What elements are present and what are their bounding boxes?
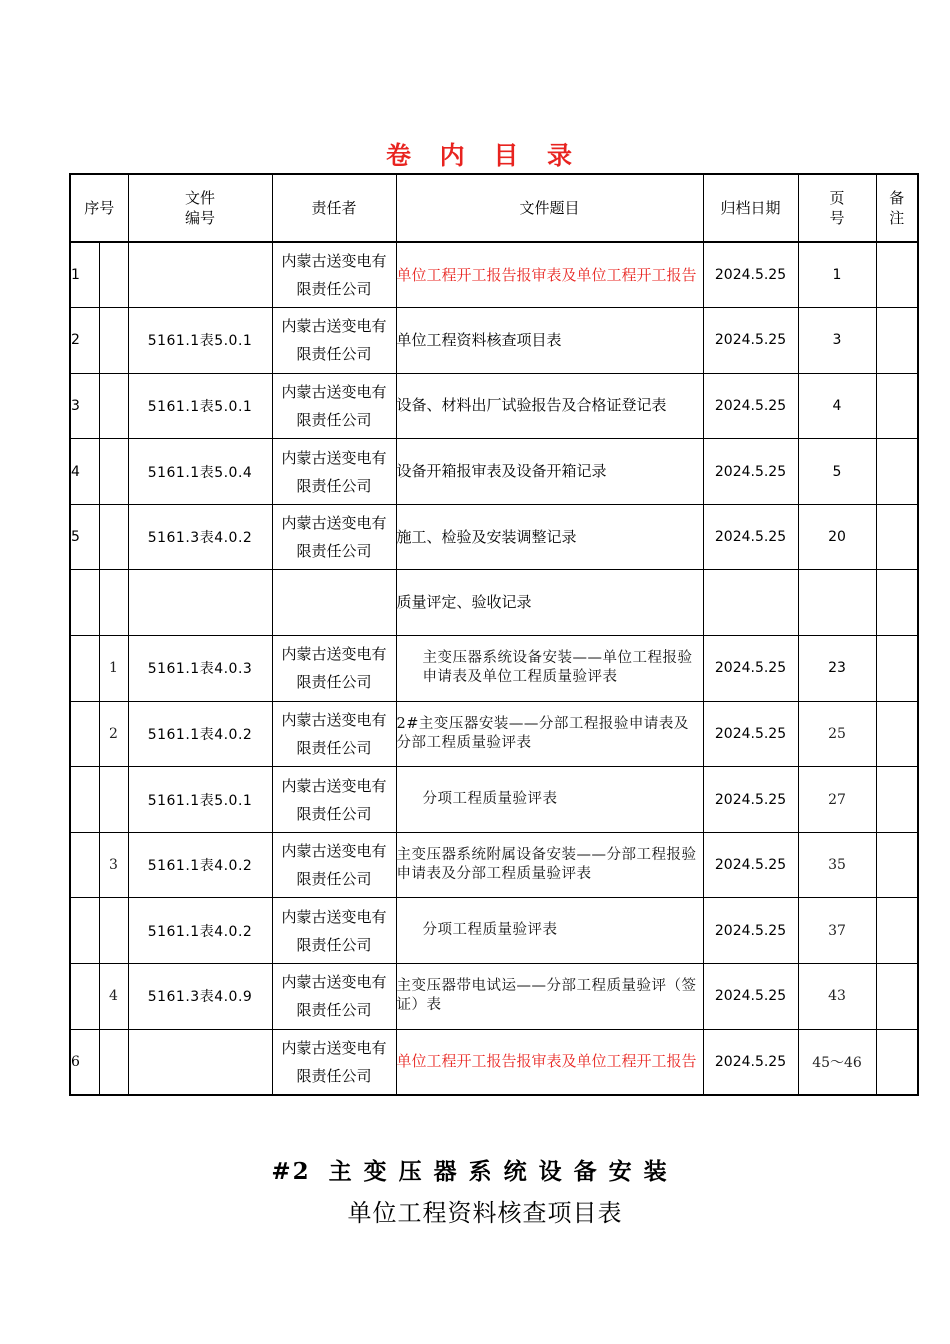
row-remark <box>876 964 918 1030</box>
table-row <box>70 701 918 767</box>
row-title: 主变压器系统设备安装——单位工程报验申请表及单位工程质量验评表 <box>396 636 703 702</box>
row-page: 1 <box>798 242 876 308</box>
row-remark <box>876 373 918 439</box>
row-seq: 3 <box>70 373 99 439</box>
row-subseq: 3 <box>99 832 128 898</box>
row-date: 2024.5.25 <box>703 964 798 1030</box>
row-seq <box>70 701 99 767</box>
row-title: 设备开箱报审表及设备开箱记录 <box>396 439 703 505</box>
row-docno: 5161.3表4.0.2 <box>128 504 272 570</box>
footer-subheading: 单位工程资料核查项目表 <box>347 1199 623 1227</box>
row-page: 37 <box>798 898 876 964</box>
row-page: 3 <box>798 308 876 374</box>
row-title: 分项工程质量验评表 <box>396 898 703 964</box>
row-docno: 5161.1表4.0.2 <box>128 701 272 767</box>
table-row <box>70 504 918 570</box>
row-date <box>703 570 798 636</box>
row-owner: 内蒙古送变电有限责任公司 <box>272 439 396 505</box>
row-remark <box>876 439 918 505</box>
table-row <box>70 242 918 308</box>
row-page: 45～46 <box>798 1029 876 1095</box>
row-docno <box>128 242 272 308</box>
row-docno: 5161.1表5.0.1 <box>128 373 272 439</box>
row-owner: 内蒙古送变电有限责任公司 <box>272 1029 396 1095</box>
row-title: 设备、材料出厂试验报告及合格证登记表 <box>396 373 703 439</box>
row-seq <box>70 570 99 636</box>
row-date: 2024.5.25 <box>703 1029 798 1095</box>
row-page: 43 <box>798 964 876 1030</box>
table-row <box>70 308 918 374</box>
row-title: 质量评定、验收记录 <box>396 570 703 636</box>
row-remark <box>876 242 918 308</box>
table-row <box>70 767 918 833</box>
row-subseq <box>99 308 128 374</box>
table-row <box>70 898 918 964</box>
row-docno <box>128 1029 272 1095</box>
row-remark <box>876 898 918 964</box>
row-subseq <box>99 570 128 636</box>
row-subseq <box>99 898 128 964</box>
row-docno: 5161.1表5.0.1 <box>128 767 272 833</box>
row-subseq <box>99 767 128 833</box>
row-date: 2024.5.25 <box>703 373 798 439</box>
row-remark <box>876 570 918 636</box>
row-remark <box>876 1029 918 1095</box>
row-page: 35 <box>798 832 876 898</box>
page-title: 卷 内 目 录 <box>385 141 583 170</box>
footer-tag: #2 <box>271 1158 311 1185</box>
row-seq <box>70 636 99 702</box>
row-owner: 内蒙古送变电有限责任公司 <box>272 504 396 570</box>
row-page: 4 <box>798 373 876 439</box>
row-title: 主变压器带电试运——分部工程质量验评（签证）表 <box>396 964 703 1030</box>
row-title: 单位工程资料核查项目表 <box>396 308 703 374</box>
row-owner: 内蒙古送变电有限责任公司 <box>272 701 396 767</box>
row-date: 2024.5.25 <box>703 701 798 767</box>
row-seq: 2 <box>70 308 99 374</box>
table-row <box>70 373 918 439</box>
row-docno: 5161.1表4.0.2 <box>128 898 272 964</box>
row-seq <box>70 767 99 833</box>
row-date: 2024.5.25 <box>703 898 798 964</box>
header-date: 归档日期 <box>703 174 798 242</box>
table-row <box>70 636 918 702</box>
row-remark <box>876 832 918 898</box>
row-seq: 5 <box>70 504 99 570</box>
row-docno: 5161.1表5.0.4 <box>128 439 272 505</box>
table-row <box>70 570 918 636</box>
row-title: 主变压器系统附属设备安装——分部工程报验申请表及分部工程质量验评表 <box>396 832 703 898</box>
table-row <box>70 832 918 898</box>
footer-line1: 主变压器系统设备安装 <box>328 1158 679 1185</box>
row-remark <box>876 767 918 833</box>
row-owner: 内蒙古送变电有限责任公司 <box>272 636 396 702</box>
row-seq: 1 <box>70 242 99 308</box>
table-header-row <box>70 174 918 242</box>
row-docno <box>128 570 272 636</box>
row-date: 2024.5.25 <box>703 242 798 308</box>
footer-heading <box>0 1153 950 1186</box>
header-docno: 文件 编号 <box>128 174 272 242</box>
row-date: 2024.5.25 <box>703 767 798 833</box>
table-row <box>70 964 918 1030</box>
row-page: 25 <box>798 701 876 767</box>
row-docno: 5161.1表5.0.1 <box>128 308 272 374</box>
row-subseq <box>99 504 128 570</box>
row-owner: 内蒙古送变电有限责任公司 <box>272 308 396 374</box>
row-subseq: 4 <box>99 964 128 1030</box>
row-date: 2024.5.25 <box>703 308 798 374</box>
row-title: 施工、检验及安装调整记录 <box>396 504 703 570</box>
row-date: 2024.5.25 <box>703 636 798 702</box>
row-page <box>798 570 876 636</box>
row-owner: 内蒙古送变电有限责任公司 <box>272 964 396 1030</box>
row-title: 单位工程开工报告报审表及单位工程开工报告 <box>396 1029 703 1095</box>
row-date: 2024.5.25 <box>703 504 798 570</box>
row-seq: 4 <box>70 439 99 505</box>
row-subseq <box>99 373 128 439</box>
header-doctitle: 文件题目 <box>396 174 703 242</box>
row-seq <box>70 898 99 964</box>
header-owner: 责任者 <box>272 174 396 242</box>
row-seq: 6 <box>70 1029 99 1095</box>
row-owner <box>272 570 396 636</box>
row-subseq <box>99 242 128 308</box>
row-owner: 内蒙古送变电有限责任公司 <box>272 898 396 964</box>
row-subseq <box>99 439 128 505</box>
row-page: 5 <box>798 439 876 505</box>
row-owner: 内蒙古送变电有限责任公司 <box>272 373 396 439</box>
row-docno: 5161.1表4.0.2 <box>128 832 272 898</box>
row-remark <box>876 701 918 767</box>
row-page: 27 <box>798 767 876 833</box>
row-docno: 5161.1表4.0.3 <box>128 636 272 702</box>
row-remark <box>876 504 918 570</box>
row-seq <box>70 964 99 1030</box>
row-remark <box>876 636 918 702</box>
header-remark: 备 注 <box>876 174 918 242</box>
header-page: 页 号 <box>798 174 876 242</box>
row-owner: 内蒙古送变电有限责任公司 <box>272 767 396 833</box>
row-title: 单位工程开工报告报审表及单位工程开工报告 <box>396 242 703 308</box>
table-row <box>70 1029 918 1095</box>
row-remark <box>876 308 918 374</box>
toc-table <box>69 173 919 1096</box>
row-title: 分项工程质量验评表 <box>396 767 703 833</box>
row-subseq: 1 <box>99 636 128 702</box>
row-date: 2024.5.25 <box>703 439 798 505</box>
row-subseq: 2 <box>99 701 128 767</box>
row-date: 2024.5.25 <box>703 832 798 898</box>
row-owner: 内蒙古送变电有限责任公司 <box>272 242 396 308</box>
row-page: 23 <box>798 636 876 702</box>
header-seq: 序号 <box>70 174 128 242</box>
row-seq <box>70 832 99 898</box>
row-page: 20 <box>798 504 876 570</box>
row-subseq <box>99 1029 128 1095</box>
row-title: 2#主变压器安装——分部工程报验申请表及分部工程质量验评表 <box>396 701 703 767</box>
row-docno: 5161.3表4.0.9 <box>128 964 272 1030</box>
row-owner: 内蒙古送变电有限责任公司 <box>272 832 396 898</box>
table-row <box>70 439 918 505</box>
